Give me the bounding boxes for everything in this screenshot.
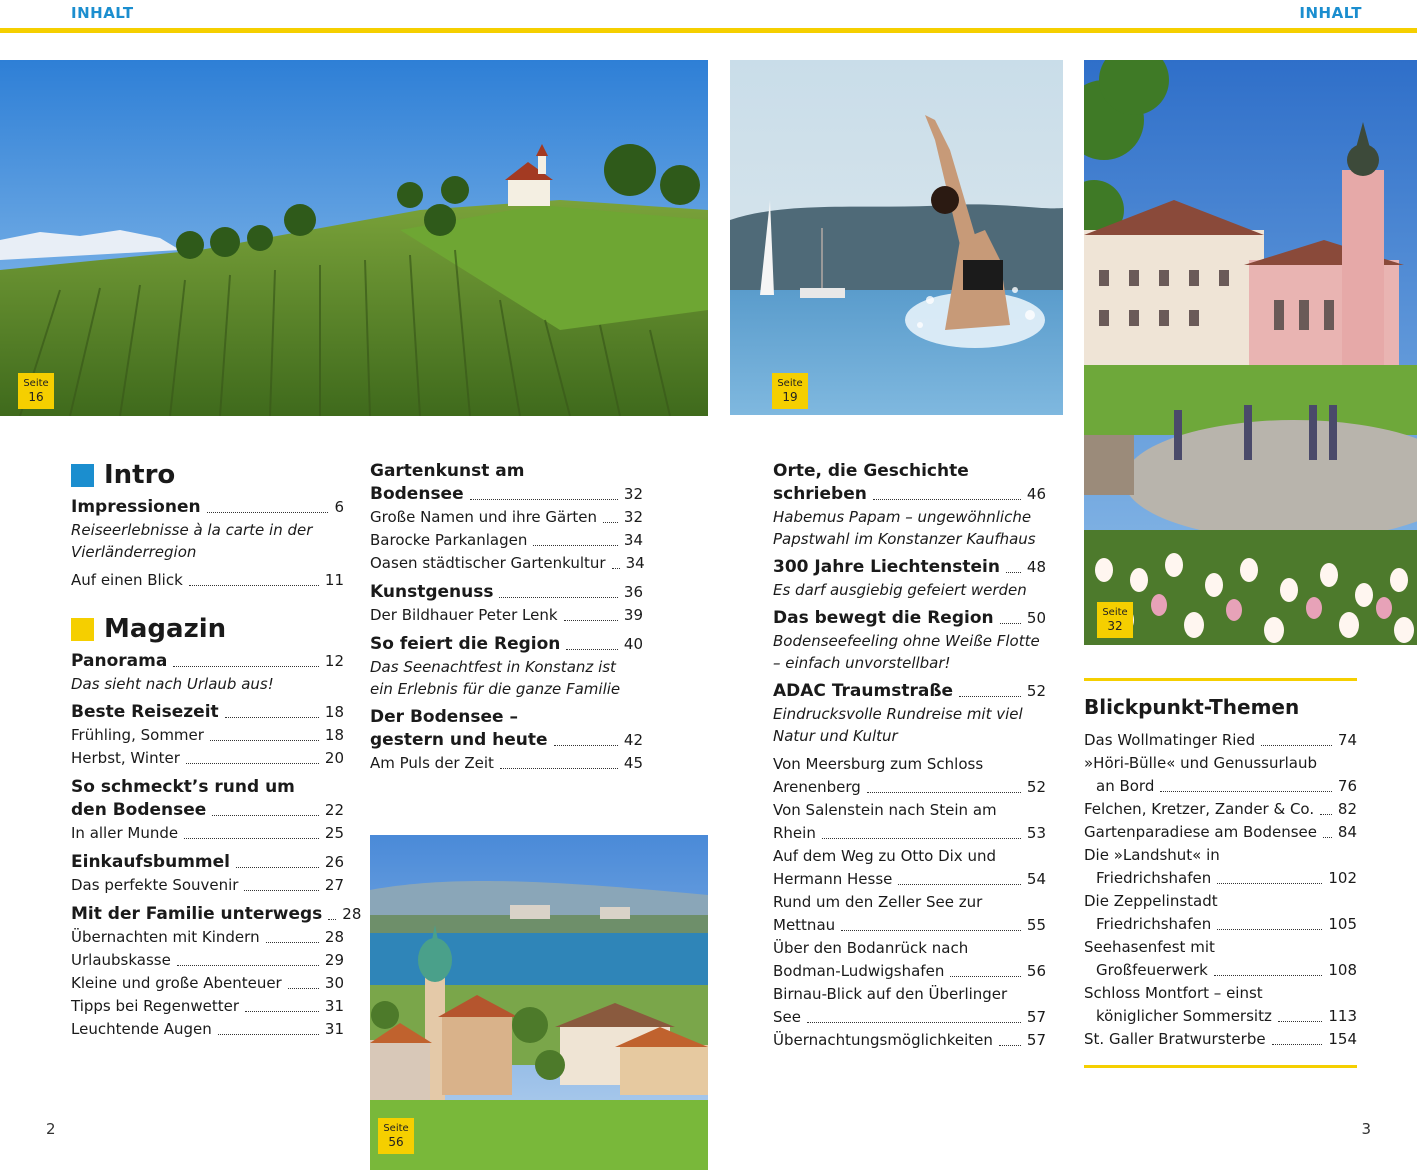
toc-entry[interactable]: [773, 960, 1046, 983]
entry-title: 300 Jahre Liechtenstein: [773, 557, 1000, 577]
entry-page: 28: [342, 905, 362, 923]
page-badge: [772, 373, 808, 409]
toc-entry[interactable]: [71, 822, 344, 845]
entry-subtitle: Es darf ausgiebig gefeiert werden: [773, 581, 1027, 599]
badge-number: 16: [28, 390, 44, 404]
toc-entry[interactable]: [1084, 821, 1357, 844]
toc-entry[interactable]: [71, 701, 344, 724]
entry-title: Mettnau: [773, 916, 836, 934]
page-badge: [18, 373, 54, 409]
section-heading-intro: [71, 460, 344, 490]
toc-entry[interactable]: [773, 607, 1046, 630]
entry-page: 29: [324, 951, 344, 969]
entry-title: Herbst, Winter: [71, 749, 180, 767]
entry-title: Kleine und große Abenteuer: [71, 974, 282, 992]
badge-number: 19: [782, 390, 798, 404]
entry-subtitle: Bodenseefeeling ohne Weiße Flotte – einfach unvorstellbar!: [773, 632, 1040, 672]
toc-entry[interactable]: [1084, 959, 1357, 982]
entry-subtitle: Das Seenachtfest in Konstanz ist ein Erlebnis für die ganze Familie: [370, 658, 621, 698]
section-title: Magazin: [104, 614, 227, 644]
entry-title: Friedrichshafen: [1096, 869, 1212, 887]
entry-title: Friedrichshafen: [1096, 915, 1212, 933]
entry-page: 105: [1328, 915, 1357, 933]
badge-number: 56: [388, 1135, 404, 1149]
toc-entry[interactable]: [71, 1018, 344, 1041]
entry-title: In aller Munde: [71, 824, 179, 842]
entry-page: 34: [625, 554, 645, 572]
entry-page: 42: [623, 731, 643, 749]
entry-page: 57: [1026, 1008, 1046, 1026]
toc-entry[interactable]: [1084, 867, 1357, 890]
entry-page: 36: [623, 583, 643, 601]
entry-title-line: Von Meersburg zum Schloss: [773, 755, 984, 773]
entry-title-line: Birnau-Blick auf den Überlinger: [773, 985, 1008, 1003]
toc-entry[interactable]: [773, 868, 1046, 891]
entry-title: Auf einen Blick: [71, 571, 183, 589]
entry-page: 57: [1026, 1031, 1046, 1049]
running-header-left: INHALT: [71, 4, 134, 22]
entry-page: 40: [623, 635, 643, 653]
entry-subtitle: Das sieht nach Urlaub aus!: [71, 675, 274, 693]
entry-page: 32: [623, 508, 643, 526]
toc-column-1: [71, 460, 362, 1041]
toc-entry[interactable]: [71, 926, 344, 949]
entry-title-line: Gartenkunst am: [370, 461, 525, 481]
entry-title: Oasen städtischer Gartenkultur: [370, 554, 606, 572]
toc-entry[interactable]: [71, 903, 362, 926]
entry-title: Große Namen und ihre Gärten: [370, 508, 598, 526]
section-title: Intro: [104, 460, 176, 490]
toc-entry[interactable]: [773, 556, 1046, 579]
entry-title-line: Über den Bodanrück nach: [773, 939, 969, 957]
entry-page: 52: [1026, 682, 1046, 700]
page-number-left: 2: [46, 1120, 56, 1138]
blickpunkt-box: [1084, 678, 1357, 1068]
entry-title: Tipps bei Regenwetter: [71, 997, 240, 1015]
entry-page: 39: [623, 606, 643, 624]
toc-entry[interactable]: [773, 1006, 1046, 1029]
entry-title-line: Orte, die Geschichte: [773, 461, 969, 481]
entry-title: Übernachten mit Kindern: [71, 928, 260, 946]
entry-title: Am Puls der Zeit: [370, 754, 494, 772]
toc-entry[interactable]: [71, 949, 344, 972]
toc-entry[interactable]: [1084, 913, 1357, 936]
entry-title-line: Von Salenstein nach Stein am: [773, 801, 997, 819]
entry-page: 82: [1337, 800, 1357, 818]
entry-title: St. Galler Bratwursterbe: [1084, 1030, 1266, 1048]
toc-entry[interactable]: [773, 776, 1046, 799]
toc-entry[interactable]: [370, 752, 643, 775]
running-header-right: INHALT: [1299, 4, 1362, 22]
entry-page: 31: [324, 1020, 344, 1038]
toc-entry[interactable]: [370, 552, 643, 575]
entry-title: Leuchtende Augen: [71, 1020, 212, 1038]
entry-page: 154: [1328, 1030, 1357, 1048]
entry-title: Bodman-Ludwigshafen: [773, 962, 945, 980]
entry-title: Panorama: [71, 651, 168, 671]
entry-title: Rhein: [773, 824, 816, 842]
entry-page: 113: [1328, 1007, 1357, 1025]
box-rule-top: [1084, 678, 1357, 681]
entry-title: an Bord: [1096, 777, 1155, 795]
entry-page: 20: [324, 749, 344, 767]
section-marker-icon: [71, 464, 94, 487]
entry-page: 56: [1026, 962, 1046, 980]
entry-title: Beste Reisezeit: [71, 702, 219, 722]
toc-entry[interactable]: [1084, 798, 1357, 821]
entry-page: 11: [324, 571, 344, 589]
toc-entry[interactable]: [370, 604, 643, 627]
entry-page: 32: [623, 485, 643, 503]
entry-page: 12: [324, 652, 344, 670]
header-rule: [0, 28, 1417, 33]
entry-page: 31: [324, 997, 344, 1015]
entry-subtitle: Eindrucksvolle Rundreise mit viel Natur und Kultur: [773, 705, 1023, 745]
toc-entry[interactable]: [71, 874, 344, 897]
entry-page: 26: [324, 853, 344, 871]
toc-entry[interactable]: [370, 483, 643, 506]
toc-entry[interactable]: [71, 747, 344, 770]
toc-entry[interactable]: [71, 724, 344, 747]
entry-title-line: »Höri-Bülle« und Genussurlaub: [1084, 754, 1318, 772]
box-title: Blickpunkt-Themen: [1084, 695, 1300, 719]
entry-title-line: Der Bodensee –: [370, 707, 518, 727]
entry-title: gestern und heute: [370, 730, 548, 750]
entry-title: Großfeuerwerk: [1096, 961, 1208, 979]
entry-title: Das bewegt die Region: [773, 608, 994, 628]
entry-title: See: [773, 1008, 801, 1026]
entry-page: 52: [1026, 778, 1046, 796]
toc-entry[interactable]: [370, 633, 643, 656]
entry-page: 25: [324, 824, 344, 842]
toc-entry[interactable]: [1084, 729, 1357, 752]
vineyard-photo: [0, 60, 708, 416]
section-marker-icon: [71, 618, 94, 641]
badge-number: 32: [1107, 619, 1123, 633]
entry-title: schrieben: [773, 484, 867, 504]
swimmer-photo: [730, 60, 1063, 415]
entry-page: 74: [1337, 731, 1357, 749]
entry-page: 28: [324, 928, 344, 946]
entry-title-line: So schmeckt’s rund um: [71, 777, 295, 797]
toc-entry[interactable]: [773, 822, 1046, 845]
toc-column-2: [370, 460, 643, 775]
badge-label: Seite: [1102, 607, 1128, 618]
entry-page: 76: [1337, 777, 1357, 795]
entry-page: 27: [324, 876, 344, 894]
toc-column-3: [773, 460, 1046, 1052]
entry-page: 46: [1026, 485, 1046, 503]
entry-title: den Bodensee: [71, 800, 207, 820]
toc-entry[interactable]: [1084, 1028, 1357, 1051]
entry-subtitle: Habemus Papam – ungewöhnliche Papstwahl im Konstanzer Kaufhaus: [773, 508, 1036, 548]
box-rule-bottom: [1084, 1065, 1357, 1068]
entry-page: 108: [1328, 961, 1357, 979]
entry-title: Übernachtungsmöglichkeiten: [773, 1031, 993, 1049]
entry-title: Impressionen: [71, 497, 201, 517]
entry-title: Barocke Parkanlagen: [370, 531, 528, 549]
toc-entry[interactable]: [71, 851, 344, 874]
toc-entry[interactable]: [71, 650, 344, 673]
page-badge: [378, 1118, 414, 1154]
toc-entry[interactable]: [71, 995, 344, 1018]
toc-entry[interactable]: [71, 569, 344, 592]
page-number-right: 3: [1361, 1120, 1371, 1138]
entry-title: Das perfekte Souvenir: [71, 876, 239, 894]
badge-label: Seite: [383, 1123, 409, 1134]
entry-page: 102: [1328, 869, 1357, 887]
toc-entry[interactable]: [1084, 1005, 1357, 1028]
entry-title: Frühling, Sommer: [71, 726, 204, 744]
entry-page: 48: [1026, 558, 1046, 576]
mainau-castle-photo: [1084, 60, 1417, 645]
entry-title: Der Bildhauer Peter Lenk: [370, 606, 558, 624]
entry-title: Arenenberg: [773, 778, 861, 796]
entry-title: Mit der Familie unterwegs: [71, 904, 323, 924]
entry-title: Einkaufsbummel: [71, 852, 230, 872]
entry-page: 18: [324, 726, 344, 744]
entry-title: So feiert die Region: [370, 634, 561, 654]
toc-entry[interactable]: [773, 680, 1046, 703]
entry-title: Gartenparadiese am Bodensee: [1084, 823, 1317, 841]
entry-title-line: Rund um den Zeller See zur: [773, 893, 983, 911]
entry-title-line: Seehasenfest mit: [1084, 938, 1215, 956]
entry-title: Das Wollmatinger Ried: [1084, 731, 1256, 749]
entry-page: 55: [1026, 916, 1046, 934]
entry-page: 53: [1026, 824, 1046, 842]
toc-entry[interactable]: [370, 581, 643, 604]
entry-page: 34: [623, 531, 643, 549]
entry-page: 50: [1026, 609, 1046, 627]
entry-title: königlicher Sommersitz: [1096, 1007, 1272, 1025]
entry-page: 18: [324, 703, 344, 721]
entry-title-line: Die Zeppelinstadt: [1084, 892, 1218, 910]
entry-title-line: Auf dem Weg zu Otto Dix und: [773, 847, 996, 865]
entry-title-line: Die »Landshut« in: [1084, 846, 1220, 864]
entry-title-line: Schloss Montfort – einst: [1084, 984, 1263, 1002]
page-badge: [1097, 602, 1133, 638]
entry-title: Felchen, Kretzer, Zander & Co.: [1084, 800, 1315, 818]
toc-entry[interactable]: [71, 972, 344, 995]
entry-title: Bodensee: [370, 484, 464, 504]
entry-title: Kunstgenuss: [370, 582, 494, 602]
toc-entry[interactable]: [71, 496, 344, 519]
toc-entry[interactable]: [370, 506, 643, 529]
entry-title: Urlaubskasse: [71, 951, 171, 969]
lake-town-photo: [370, 835, 708, 1170]
badge-label: Seite: [777, 378, 803, 389]
entry-page: 22: [324, 801, 344, 819]
entry-page: 54: [1026, 870, 1046, 888]
entry-title: ADAC Traumstraße: [773, 681, 954, 701]
entry-subtitle: Reiseerlebnisse à la carte in der Vierländerregion: [71, 521, 313, 561]
section-heading-magazin: [71, 614, 344, 644]
toc-entry[interactable]: [71, 799, 344, 822]
entry-page: 6: [334, 498, 344, 516]
toc-entry[interactable]: [1084, 775, 1357, 798]
badge-label: Seite: [23, 378, 49, 389]
entry-page: 84: [1337, 823, 1357, 841]
toc-entry[interactable]: [773, 1029, 1046, 1052]
entry-title: Hermann Hesse: [773, 870, 893, 888]
toc-entry[interactable]: [773, 483, 1046, 506]
toc-entry[interactable]: [773, 914, 1046, 937]
entry-page: 30: [324, 974, 344, 992]
toc-entry[interactable]: [370, 729, 643, 752]
toc-entry[interactable]: [370, 529, 643, 552]
entry-page: 45: [623, 754, 643, 772]
